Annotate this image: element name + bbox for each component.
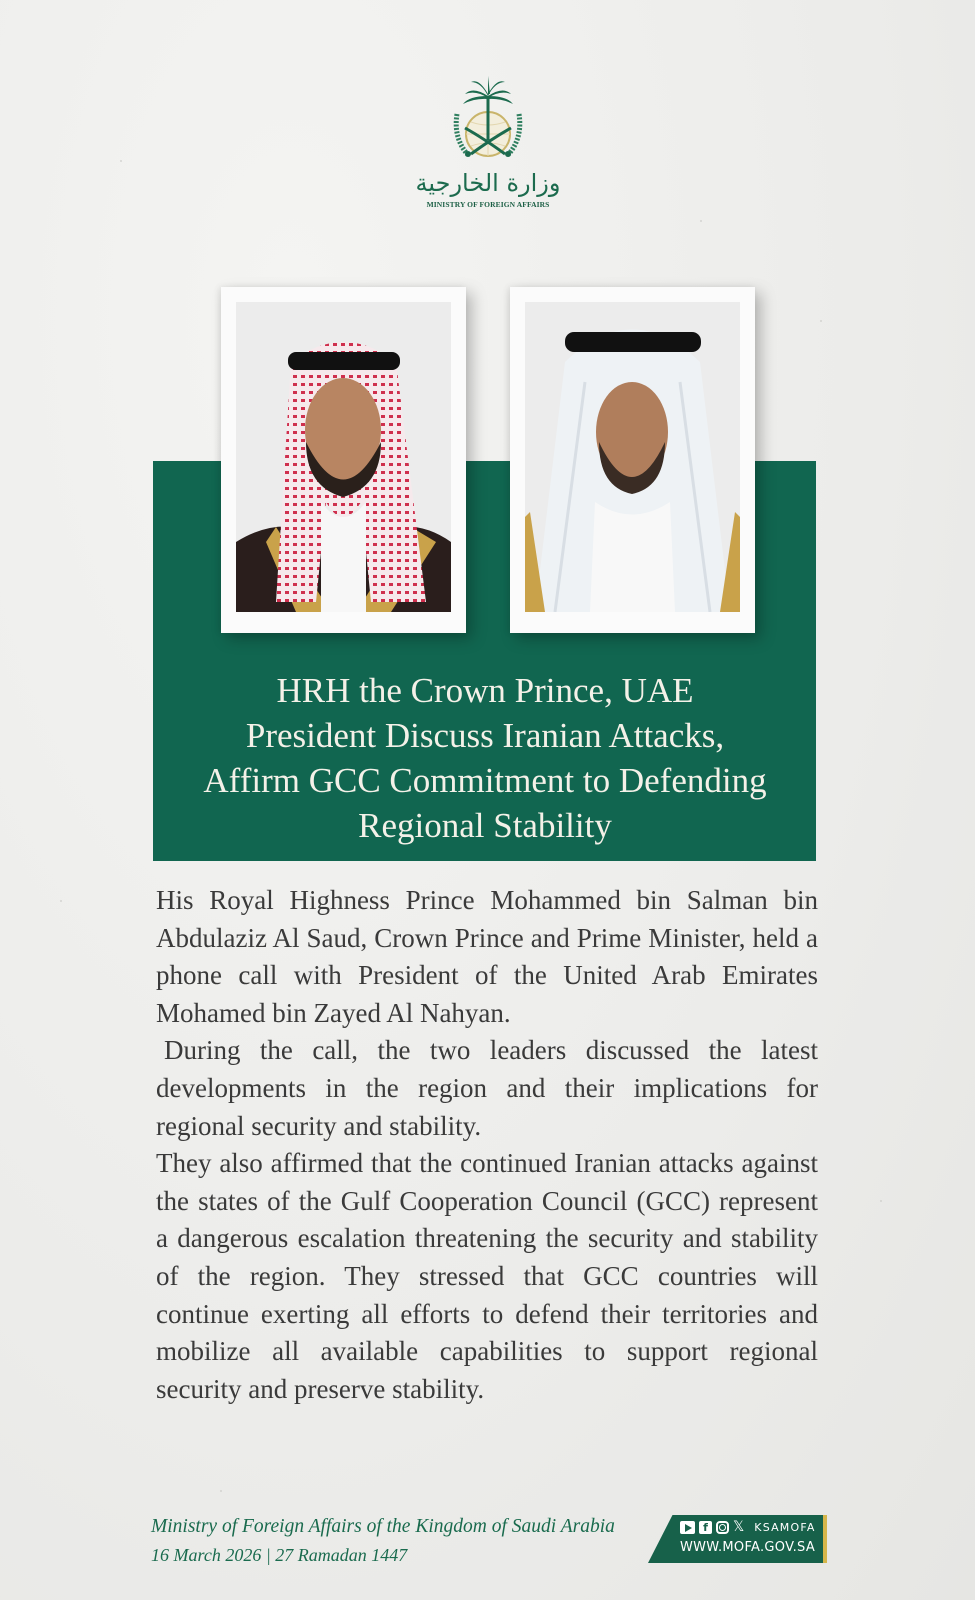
social-icons-row [680, 1521, 816, 1534]
paper-texture-speck [120, 160, 122, 162]
footer-organization: Ministry of Foreign Affairs of the Kingdom of Saudi Arabia [151, 1516, 615, 1537]
paper-texture-speck [700, 220, 702, 222]
headline-line: HRH the Crown Prince, UAE [276, 671, 694, 710]
gold-accent-bar [823, 1515, 827, 1563]
paper-texture-speck [220, 1490, 222, 1492]
portrait-placeholder-icon [525, 302, 740, 612]
headline-line: Regional Stability [358, 806, 612, 845]
ministry-logo [412, 74, 564, 209]
website-link[interactable]: WWW.MOFA.GOV.SA [680, 1540, 816, 1555]
paper-texture-speck [880, 1200, 882, 1202]
article-paragraph: His Royal Highness Prince Mohammed bin Salman bin Abdulaziz Al Saud, Crown Prince and Prime Minister, held a phone call with President of the United Arab Emirates Mohamed bin Zayed Al Nahyan. [156, 885, 818, 1028]
instagram-icon[interactable] [716, 1521, 729, 1534]
headline [160, 668, 810, 848]
ministry-arabic-name: وزارة الخارجية [415, 169, 561, 197]
social-handle[interactable]: KSAMOFA [754, 1521, 816, 1534]
paper-texture-speck [60, 900, 62, 902]
article-body [156, 882, 818, 1408]
article-paragraph: During the call, the two leaders discussed the latest developments in the region and their implications for regional security and stability. [156, 1035, 818, 1141]
x-icon[interactable]: 𝕏 [733, 1519, 745, 1535]
portrait-uae-president [525, 302, 740, 612]
footer-date: 16 March 2026 | 27 Ramadan 1447 [151, 1545, 408, 1565]
palm-and-swords-emblem-icon [443, 74, 533, 166]
ministry-english-name: MINISTRY OF FOREIGN AFFAIRS [426, 200, 550, 209]
photo-frame-crown-prince [221, 287, 466, 633]
portrait-placeholder-icon [236, 302, 451, 612]
facebook-icon[interactable]: f [699, 1521, 712, 1534]
photo-frame-uae-president [510, 287, 755, 633]
paper-texture-speck [820, 320, 822, 322]
social-badge [648, 1515, 823, 1563]
headline-line: Affirm GCC Commitment to Defending [203, 761, 767, 800]
portrait-crown-prince [236, 302, 451, 612]
youtube-icon[interactable] [680, 1521, 695, 1534]
article-paragraph: They also affirmed that the continued Iranian attacks against the states of the Gulf Cooperation Council (GCC) represent a dangerous escalation threatening the security and stability of the region. They stressed that GCC countries will continue exerting all efforts to defend their territories and mobilize all available capabilities to support regional security and preserve stability. [156, 1148, 818, 1404]
headline-line: President Discuss Iranian Attacks, [245, 716, 725, 755]
